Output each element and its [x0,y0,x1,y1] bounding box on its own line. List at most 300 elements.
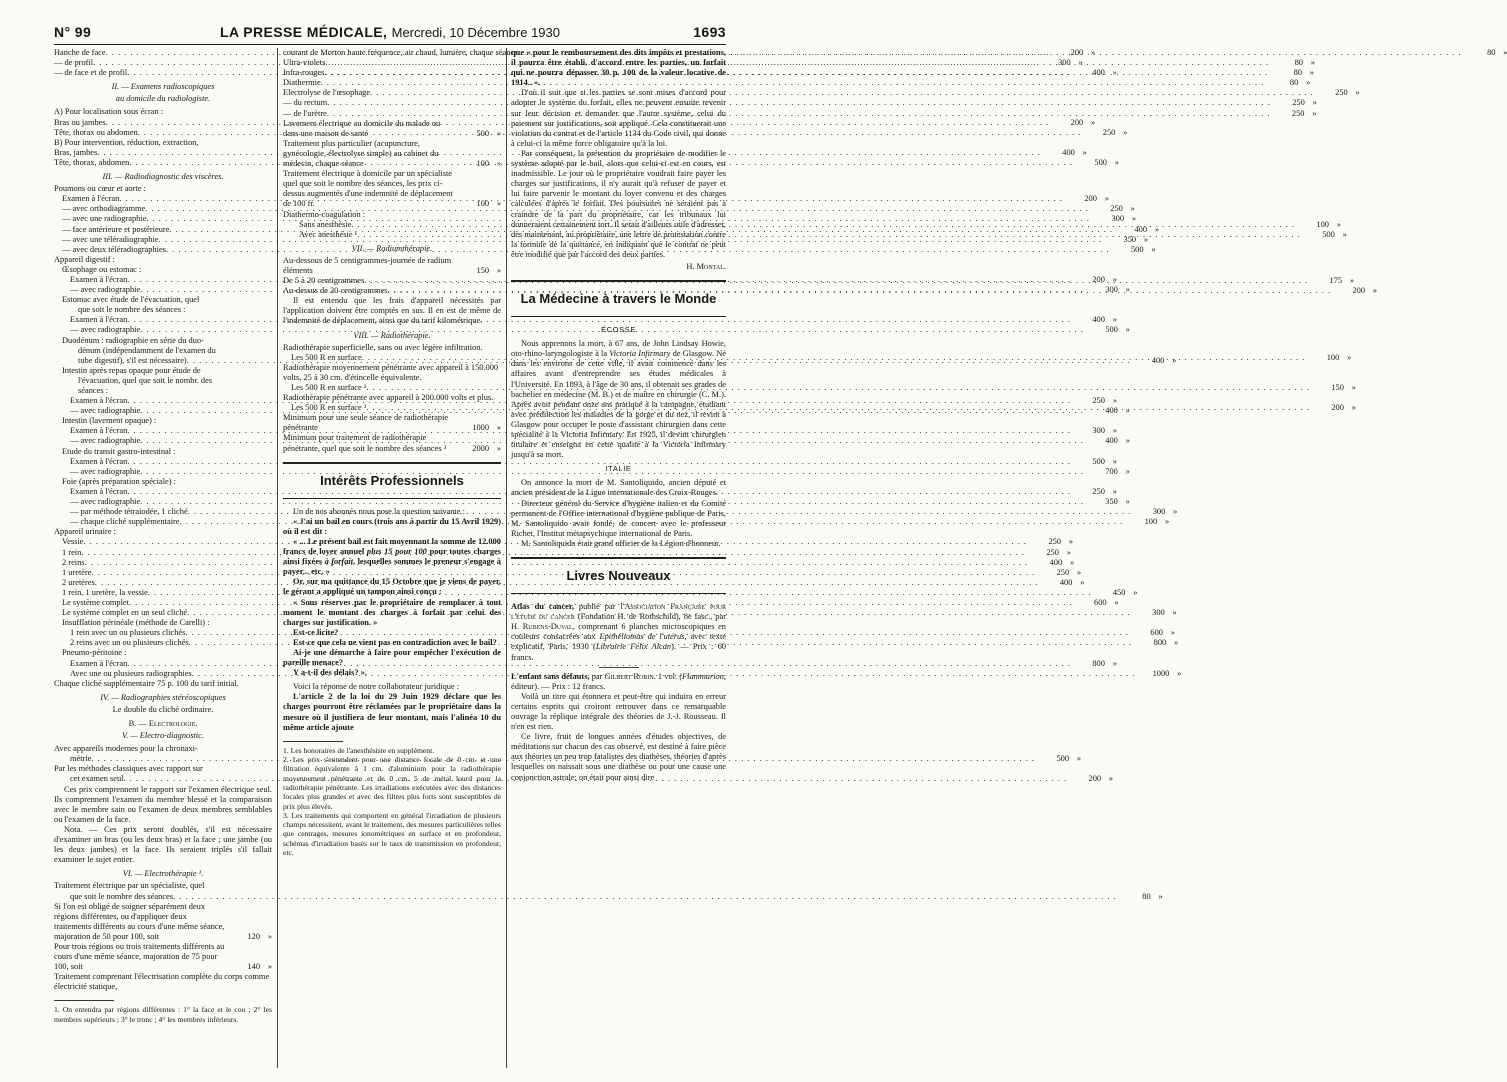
price-row [54,608,1177,618]
list-heading: Etude du transit gastro-intestinal : [62,446,176,456]
issue-number: N° 99 [54,24,92,40]
price-unit: » [1312,98,1317,108]
price-unit: » [1372,286,1378,296]
price-row [54,754,1081,764]
list-heading: B) Pour intervention, réduction, extraction, [54,137,199,147]
price-value: 80 [1142,891,1151,901]
price-label: Examen à l'écran [70,456,128,466]
price-unit: » [1104,194,1109,204]
price-unit: » [1154,224,1160,234]
price-value: 80 [1294,58,1303,68]
price-label: — de l'urètre [283,108,327,118]
price-row: Lavement électrique au domicile du malade ou dans une maison de santé 500 » [283,118,501,138]
price-value: 400 [1092,315,1105,325]
list-heading: l'évacuation, quel que soit le nombr. des [78,375,213,385]
price-label: Examen à l'écran [70,315,128,325]
paragraph: Nota. — Ces prix seront doublés, s'il est nécessaire d'examiner un bras (ou les deux bras) et la face ; une jambe (ou les deux jambes) et la face. Ils seraient triplés s'il fallait examiner le sujet entier. [54,824,272,865]
list-heading: Insufflation périnéale (méthode de Carelli) : [62,618,210,628]
price-value: 500 [1105,325,1118,335]
price-list [283,383,1356,393]
price-value: 350 [1123,234,1137,244]
price-unit: » [1112,426,1117,436]
price-label: Examen à l'écran [70,658,128,668]
price-row [54,157,1119,168]
price-row: Minimum pour traitement de radiothérapie pénétrante, quel que soit le nombre des séances ³ 2000 » [283,433,501,453]
price-value: 250 [1292,98,1305,108]
price-row [54,597,1119,608]
book-entry: Atlas du cancer, publié par l'Association Française pour l'étude du cancer (Fondation H. de Rothschild), 8e fasc., par H. Rubens-Duval, comprenant 6 planches microscopiques en couleurs consacrées aux Epithéliomas de l'utérus, avec texte explicatif, Paris, 1930 (Librairie Félix Alcan). — Prix : 60 francs. [511,602,727,662]
section-heading: VI. — Electrothérapie ¹. [122,869,204,879]
price-value: 350 [1105,497,1118,507]
list-heading: Estomac avec étude de l'évacuation, quel [62,295,200,305]
price-unit: » [1125,285,1130,295]
price-label: — avec deux téléradiographies [62,244,166,254]
price-label: Examen à l'écran [70,396,128,406]
price-label: — par méthode tétraiodée, 1 cliché [70,507,188,517]
paragraph: Un de nos abonnés nous pose la question suivante : [293,506,465,516]
price-row [54,194,1109,204]
price-row [54,557,1075,568]
price-label: — avec une téléradiographie [62,234,159,244]
price-row [54,426,1117,436]
price-unit [1495,48,1507,58]
price-row: Pour trois régions ou trois traitements différents au cours d'une même séance, majoration de 75 pour 100, soit 140 » [54,941,272,972]
price-value: 250 [1335,88,1348,98]
price-list [54,774,1114,784]
price-value: 400 [1105,406,1118,416]
dot-leader [362,353,1306,363]
price-value: 80 [1289,78,1299,88]
price-unit: » [1076,754,1081,764]
price-value: 250 [1092,486,1105,496]
paragraph: Directeur général du Service d'hygiène italien et du Comité permanent de l'Office international d'hygiène publique de Paris, M. Santoliquido avait fondé, de concert avec le professeur Richet, l'Institut métapsychique international de Paris. [511,498,726,538]
price-row [54,456,1117,467]
price-unit: » [1170,628,1175,638]
price-value: 400 [1134,224,1148,234]
price-label: — du rectum [283,98,328,108]
paragraph: Nous apprenons la mort, à 67 ans, de John Lindsay Howie, oto-rhino-laryngologiste à la Victoria Infirmary de Glasgow. Né dans les environs de cette ville, il avait commencé dans les affaires avant d'entreprendre ses études médicales à l'Université. En 1893, à l'âge de 30 ans, il obtenait ses grades de bachelier en médecine (M. B.) et de maître en chirurgie (C. M.). Après avoir pendant onze ans pratiqué à la campagne, étudiant avec prédilection les maladies de la gorge et du nez, il revint à Glasgow pour occuper le poste d'assistant chirurgien dans cette spécialité à la Victoria Infirmary. En 1925, il devint chirurgien titulaire et enseigna en cette qualité à la Victoria Infirmary jusqu'à sa mort. [511,339,726,460]
list-heading: Par les méthodes classiques avec rapport sur [54,764,203,774]
price-unit: » [1112,396,1117,406]
price-label: Infra-rouges [283,68,325,78]
price-value: 400 [1092,68,1105,78]
price-label: Vessie [62,537,84,547]
price-unit: » [1336,219,1341,229]
price-unit: » [1125,497,1130,507]
section-subheading: V. — Electro-diagnostic. [122,731,204,741]
price-label: 2 reins avec un ou plusieurs clichés [70,638,189,648]
price-label: Examen à l'écran [62,194,120,204]
price-unit: » [1351,403,1356,413]
price-label: cet examen seul [70,774,124,784]
paragraph: Ces prix comprennent le rapport sur l'examen électrique seul. Ils comprennent l'examen du membre blessé et la comparaison avec le membre sain ou l'examen de deux membres semblables ou l'examen de la face. [54,784,272,824]
price-label: Les 500 R en surface [291,352,362,362]
list-heading: Intestin (lavement opaque) : [62,416,157,426]
price-label: 1 rein, 1 uretère, la vessie [62,587,148,597]
price-value: 400 [1049,557,1063,567]
page-number: 1693 [693,24,726,40]
price-unit: » [1112,658,1117,668]
price-value: 250 [1056,567,1070,577]
price-label: Tête, thorax, abdomen [54,157,130,167]
price-unit: » [1172,355,1177,365]
list-heading: Pneumo-péritoine : [62,648,127,658]
paragraph: Voici la réponse de notre collaborateur juridique : [293,682,460,692]
price-unit: » [1349,276,1354,286]
price-label: Avec une ou plusieurs radiographies [70,668,192,678]
price-row [54,147,1087,158]
note-line: Chaque cliché supplémentaire 75 p. 100 du tarif initial. [54,678,239,688]
price-value: 300 [1111,214,1125,224]
dot-leader [364,276,1308,286]
price-row [54,774,1114,784]
price-row [54,315,1117,325]
list-heading: Duodénum : radiographie en série du duo- [62,335,204,345]
price-label: — de face et de profil [54,68,128,78]
price-row [54,891,1163,902]
book-entry: L'enfant sans défauts, par Gilbert Robin. 1 vol. (Flammarion, éditeur). — Prix : 12 francs. [511,671,726,691]
price-unit: » [1069,557,1075,567]
price-unit: » [1125,466,1130,476]
footnote-divider [283,741,343,742]
price-label: — avec radiographie [70,466,141,476]
price-unit: » [1091,48,1096,57]
price-row [283,98,1317,108]
price-row: Traitement électrique à domicile par un spécialiste quel que soit le nombre des séances, les prix ci-dessus augmentés d'une indemnité de déplacement de 100 fr. 100 » [283,169,501,209]
price-value: 250 [1291,108,1305,118]
price-unit: » [1342,229,1347,239]
price-unit: » [1125,436,1130,446]
quoted-paragraph: Y a-t-il des délais? ». [293,668,367,678]
page-header [54,22,726,42]
dot-leader [321,78,1265,88]
price-unit: » [1080,577,1085,587]
price-unit: » [1112,456,1117,466]
price-unit: » [1068,537,1073,547]
list-heading: Poumons ou cœur et aorte : [54,184,146,194]
price-value: 175 [1329,276,1342,286]
price-unit: » [1143,234,1149,244]
price-label: — avec une radiographie [62,214,147,224]
dot-leader [327,109,1271,119]
paragraph: Voilà un titre qui étonnera et peut-être qui induira en erreur certains esprits qui croiront retrouver dans ce remarquable ouvrage la réplique intégrale des théories de J.-J. Rousseau. Il n'en est rien. [511,691,726,732]
price-unit: » [1355,88,1360,98]
price-value: 300 [1152,507,1166,517]
price-row [283,78,1311,88]
price-value: 600 [1150,628,1163,638]
price-unit: » [1091,117,1096,127]
price-value: 250 [1046,547,1059,557]
price-label: Sans anesthésie [299,219,352,229]
price-unit: » [1114,157,1119,167]
price-value: 150 [1331,383,1344,392]
price-value: 200 [1084,194,1097,204]
paragraph: D'où il suit que si les parties se sont mises d'accord pour adopter le système du forfait, elles ne peuvent ensuite revenir sur leur décision et demander que l'autre système, celui du paiement sur justifications, soit appliqué. Cela constituerait une violation du contrat et de l'article 1134 du Code civil, qui donne à celui-ci la même force obligatoire qu'à la loi. [511,88,726,148]
dot-leader [324,68,1268,78]
column-3 [511,48,726,783]
quoted-paragraph: « J'ai un bail en cours (trois ans à partir du 15 Avril 1929) où il est dit : [283,516,501,536]
paragraph: Il est entendu que les frais d'appareil nécessités par l'application doivent être comptés en sus. Il en est de même de l'indemnité de déplacement, ainsi que du tarif kilométrique. [283,296,501,326]
price-label: 1 rein avec un ou plusieurs clichés [70,628,186,638]
paragraph: On annonce la mort de M. Santoliquido, ancien député et ancien président de la Ligue internationale des Croix-Rouges. [511,478,726,498]
price-unit: » [1131,214,1137,224]
price-value: 700 [1105,466,1118,476]
price-label: Examen à l'écran [70,426,128,436]
price-unit: » [1177,668,1182,678]
divider [599,667,639,668]
price-label: Tête, thorax ou abdomen [54,127,138,137]
price-label: — avec radiographie [70,436,141,446]
section-heading: II. — Examens radioscopiques [111,82,215,92]
section-header-box [511,557,726,594]
price-label: métrie [70,754,92,764]
price-unit: » [1158,891,1163,901]
footnote: 1. Les honoraires de l'anesthésiste en supplément. [283,745,435,755]
list-heading: Radiothérapie superficielle, sans ou avec légère infiltration. [283,342,483,352]
price-unit: » [1310,58,1315,68]
price-row [54,497,1130,507]
list-heading: dénum (indépendamment de l'examen du [78,345,216,355]
price-label: — avec radiographie [70,325,141,335]
price-label: 2 reins [62,557,85,567]
footnote: 1. On entendra par régions différentes : 1° la face et le cou ; 2° les membres supérieurs ; 3° le tronc ; 4° les membres inférieurs. [54,1005,272,1024]
price-unit: » [1066,547,1071,557]
price-label: Le système complet [62,597,129,607]
price-unit: » [1173,507,1178,517]
price-label: 1 uretère [62,567,92,577]
section-heading: B. — Electrologie. [128,719,198,728]
list-heading: Avec appareils modernes pour la chronaxi- [54,744,198,754]
dot-leader [325,58,1269,68]
section-subheading: au domicile du radiologiste. [115,94,211,104]
price-unit: » [1172,608,1177,618]
price-unit: » [1347,352,1352,362]
list-heading: Appareil digestif : [54,254,115,264]
price-row [54,547,1071,558]
price-value: 1000 [1152,668,1170,678]
price-list [54,891,1163,902]
price-row [283,88,1360,98]
price-label: Au-dessus de 20 centigrammes [283,286,388,296]
country-heading: ITALIE [605,464,632,474]
price-value: 200 [1352,286,1366,296]
price-unit: » [1133,587,1138,597]
price-value: 80 [1293,68,1302,78]
price-row [283,108,1317,119]
price-unit: » [1151,244,1156,254]
list-heading: Intestin après repas opaque pour étude de [62,365,201,375]
price-label: 2 uretères [62,577,95,587]
price-value: 600 [1094,597,1107,607]
price-value: 400 [1151,355,1165,365]
footnote: 2. Les prix s'entendent pour une distance focale de 0 cm. et une filtration équivalente à 1 cm. d'aluminium pour la radiothérapie moyennement pénétrante et de 0 cm. 5 de métal lourd pour la radiothérapie pénétrante. Les irradiations exécutées avec des distances focales plus grandes et avec des filtres plus forts sont susceptibles de prix plus élevés. [283,755,501,811]
list-heading: Œsophage ou estomac : [62,264,142,274]
list-heading: séances : [78,386,108,395]
price-label: — avec radiographie [70,406,141,416]
price-label: Bras ou jambes [54,117,106,127]
section-title: La Médecine à travers le Monde [520,291,717,307]
price-unit: » [1112,274,1117,284]
price-label: Hanche de face [54,48,106,57]
dot-leader [327,98,1271,108]
price-value: 500 [1056,754,1069,764]
quoted-paragraph: Est-ce licite? [293,627,339,637]
price-value: 200 [1088,774,1102,784]
price-label: Electrolyse de l'œsophage [283,88,371,98]
price-label: De 5 à 20 centigrammes [283,276,365,286]
price-unit: » [1174,638,1179,648]
journal-title: LA PRESSE MÉDICALE, Mercredi, 10 Décembre 1930 [220,24,560,40]
price-value: 100 [1326,352,1340,362]
price-label: que soit le nombre des séances [70,891,174,901]
price-value: 100 [1316,219,1329,229]
paragraph: L'article 2 de la loi du 29 Juin 1929 déclare que les charges pourront être réclamées par le propriétaire dans la mesure où il justifiera de leur montant, mais l'alinéa 10 du même article ajoute [283,692,501,732]
section-heading: VII. — Radiumthérapie. [351,243,433,253]
price-value: 500 [1094,157,1107,167]
price-value: 80 [1487,48,1496,57]
quoted-paragraph: Est-ce que cela ne vient pas en contradiction avec le bail? [293,637,497,647]
section-title: Livres Nouveaux [566,568,671,584]
price-label: — avec radiographie [70,497,141,507]
author-signature: H. Montal. [686,261,726,271]
dot-leader [366,383,1310,393]
price-unit: » [1130,204,1135,214]
quoted-paragraph: Ai-je une démarche à faire pour empêcher l'exécution de pareille menace? [283,647,501,668]
dot-leader [351,220,1295,230]
section-title: Intérêts Professionnels [320,472,464,488]
price-label: — chaque cliché supplémentaire [70,517,180,527]
paragraph: Ce livre, fruit de longues années d'études objectives, de méditations sur chacun des cas observé, est destiné à faire pièce aux théories un peu trop fatalistes des diathèses, théories d'après lesquelles on naissait sous une diathèse ou pour une cause une conjonction astrale; on était pour ainsi dire [511,732,727,782]
list-heading: Foie (après préparation spéciale) : [62,476,176,486]
section-heading: III. — Radiodiagnostic des viscères. [102,172,224,182]
price-unit: » [1108,774,1114,784]
price-row: Traitement plus particulier (acupuncture, gynécologie, électrolyse simple) au cabinet du médecin, chaque séance 100 » [283,138,501,169]
price-value: 250 [1092,396,1105,406]
issue-date: Mercredi, 10 Décembre 1930 [391,25,560,40]
price-value: 400 [1059,577,1073,587]
price-row: Au-dessous de 5 centigrammes-journée de radium éléments 150 » [283,255,501,275]
list-heading: Traitement comprenant l'électrisation complète du corps comme électricité statique, [54,972,270,992]
price-unit: » [1076,567,1082,577]
price-label: — face antérieure et postérieure [62,224,170,234]
section-header-box [511,280,726,317]
price-value: 500 [1092,456,1105,466]
price-label: — avec orthodiagramme [62,204,146,214]
paragraph: M. Santoliquido était grand officier de la Légion d'honneur. [521,538,721,548]
price-value: 400 [1105,436,1118,446]
price-value: 800 [1153,638,1167,648]
price-label: Les 500 R en surface ² [291,383,367,392]
dot-leader [173,892,1117,902]
price-value: 100 [1144,517,1158,527]
price-label: Les 500 R en surface ³ [291,403,367,413]
quoted-paragraph: « ... Le présent bail est fait moyennant la somme de 12.000 francs de loyer annuel plus 15 pour 100 pour toutes charges ainsi fixées à forfait, lesquelles sommes le preneur s'engage à payer... etc. » [283,536,501,577]
price-value: 200 [1331,403,1344,413]
list-heading: que soit le nombre des séances : [78,305,186,315]
price-label: — de profil [54,58,94,68]
section-heading: IV. — Radiographies stéréoscopiques [100,692,226,702]
paragraph: que « pour le remboursement des dits impôts et prestations, il pourra être établi, d'accord entre les parties, un forfait qui ne pourra dépasser 30 p. 100 de la valeur locative de 1914.. ». [511,48,726,88]
country-heading: ÉCOSSE [601,325,636,335]
price-label: Examen à l'écran [70,486,128,496]
dot-leader [357,230,1301,240]
price-row [283,383,1356,393]
price-value: 500 [1322,229,1335,239]
list-heading: Diathermo-coagulation : [283,209,366,219]
price-list [54,754,1081,764]
price-value: 250 [1048,537,1061,547]
price-unit: » [1164,517,1170,527]
price-unit: » [1082,147,1087,157]
price-value: 200 [1070,117,1084,127]
price-value: 300 [1152,608,1165,618]
list-heading: Appareil urinaire : [54,527,116,537]
section-heading: VIII. — Radiothérapie. [353,330,431,340]
price-value: 200 [1070,48,1084,57]
price-label: Diathermie [283,78,321,88]
section-header-box [283,462,501,499]
footnote-divider [54,1000,114,1001]
footnote: 3. Les traitements qui comportent en général l'irradiation de plusieurs champs nécessitent, avant le traitement, des mesures particulières telles que centrages, mesures ionométriques en surface et en profondeur, schémas d'irradiation basés sur le taux de transmission en profondeur, etc. [283,810,501,857]
price-label: Bras, jambes [54,147,98,157]
paragraph: Par conséquent, la prétention du propriétaire de modifier le système adopté par le bail, alors que celui-ci est en cours, est inadmissible. Le jour où le propriétaire voudrait faire payer les charges sur justifications, il n'y aurait qu'à refuser de payer et lui faire parvenir le montant du loyer convenu et des charges calculées d'après le forfait. Des poursuites ne seraient pas à craindre de la part du propriétaire, car les tribunaux lui donneraient certainement tort. Il serait d'ailleurs utile d'adresser, dès maintenant, au propriétaire, une lettre de protestation contre la formule de la quittance, en indiquant que le contrat ne peut être modifié que par l'accord des deux parties. [511,148,726,259]
price-unit: » [1112,68,1117,78]
price-label: Le système complet en un seul cliché [62,608,188,618]
price-unit: » [1114,597,1119,607]
price-unit: » [1312,108,1317,118]
price-unit: » [1309,68,1314,78]
price-value: 250 [1102,127,1116,137]
price-unit: » [1306,78,1311,88]
price-value: 500 [1130,244,1144,254]
header-divider [54,44,726,45]
price-row: Minimum pour une seule séance de radiothérapie pénétrante 1000 » [283,413,501,433]
price-row [54,658,1117,669]
list-heading: A) Pour localisation sous écran : [54,107,164,117]
price-row: Si l'on est obligé de soigner séparément deux régions différentes, ou d'appliquer deux traitements différents au cours d'une même séance, majoration de 50 pour 100, soit 120 » [54,901,272,941]
price-label: courant de Morton haute fréquence, air chaud, lumière, chaque séance [283,48,518,57]
price-label: — avec radiographie [70,285,141,295]
list-heading: Radiothérapie pénétrante avec appareil à 200.000 volts et plus. [283,393,494,403]
price-value: 250 [1110,204,1123,214]
price-unit: » [1351,383,1356,392]
price-label: Examen à l'écran [70,274,128,284]
section-subheading: Le double du cliché ordinaire. [112,704,214,714]
price-value: 300 [1058,58,1071,68]
price-label: Ultra-violets [283,58,326,68]
price-label: Avec anesthésie ¹ [299,229,358,239]
price-unit: » [1112,315,1117,325]
price-label: tube digestif), s'il est nécessaire) [78,355,187,365]
quoted-paragraph: Or, sur ma quittance du 15 Octobre que je viens de payer, le gérant a appliqué un tampon ainsi conçu : [283,577,501,597]
price-unit: » [1125,325,1130,335]
dot-leader [366,403,1310,413]
list-heading: Traitement électrique par un spécialiste, quel [54,881,205,891]
price-unit: » [1112,486,1117,496]
price-value: 450 [1112,587,1126,597]
quoted-paragraph: « Sous réserves par le propriétaire de remplacer à tout moment le montant des charges à forfait par celui des charges sur justification. » [283,597,501,627]
price-unit: » [1078,58,1083,68]
price-value: 400 [1062,147,1075,157]
price-value: 200 [1092,274,1105,284]
price-label: 1 rein [62,547,82,557]
price-unit: » [1125,406,1130,416]
price-value: 300 [1092,426,1105,436]
price-unit: » [1123,127,1128,137]
price-value: 800 [1092,658,1105,668]
price-value: 300 [1105,285,1118,295]
list-heading: Radiothérapie moyennement pénétrante avec appareil à 150.000 volts, 25 à 30 cm. d'étincelle équivalente. [283,362,499,382]
